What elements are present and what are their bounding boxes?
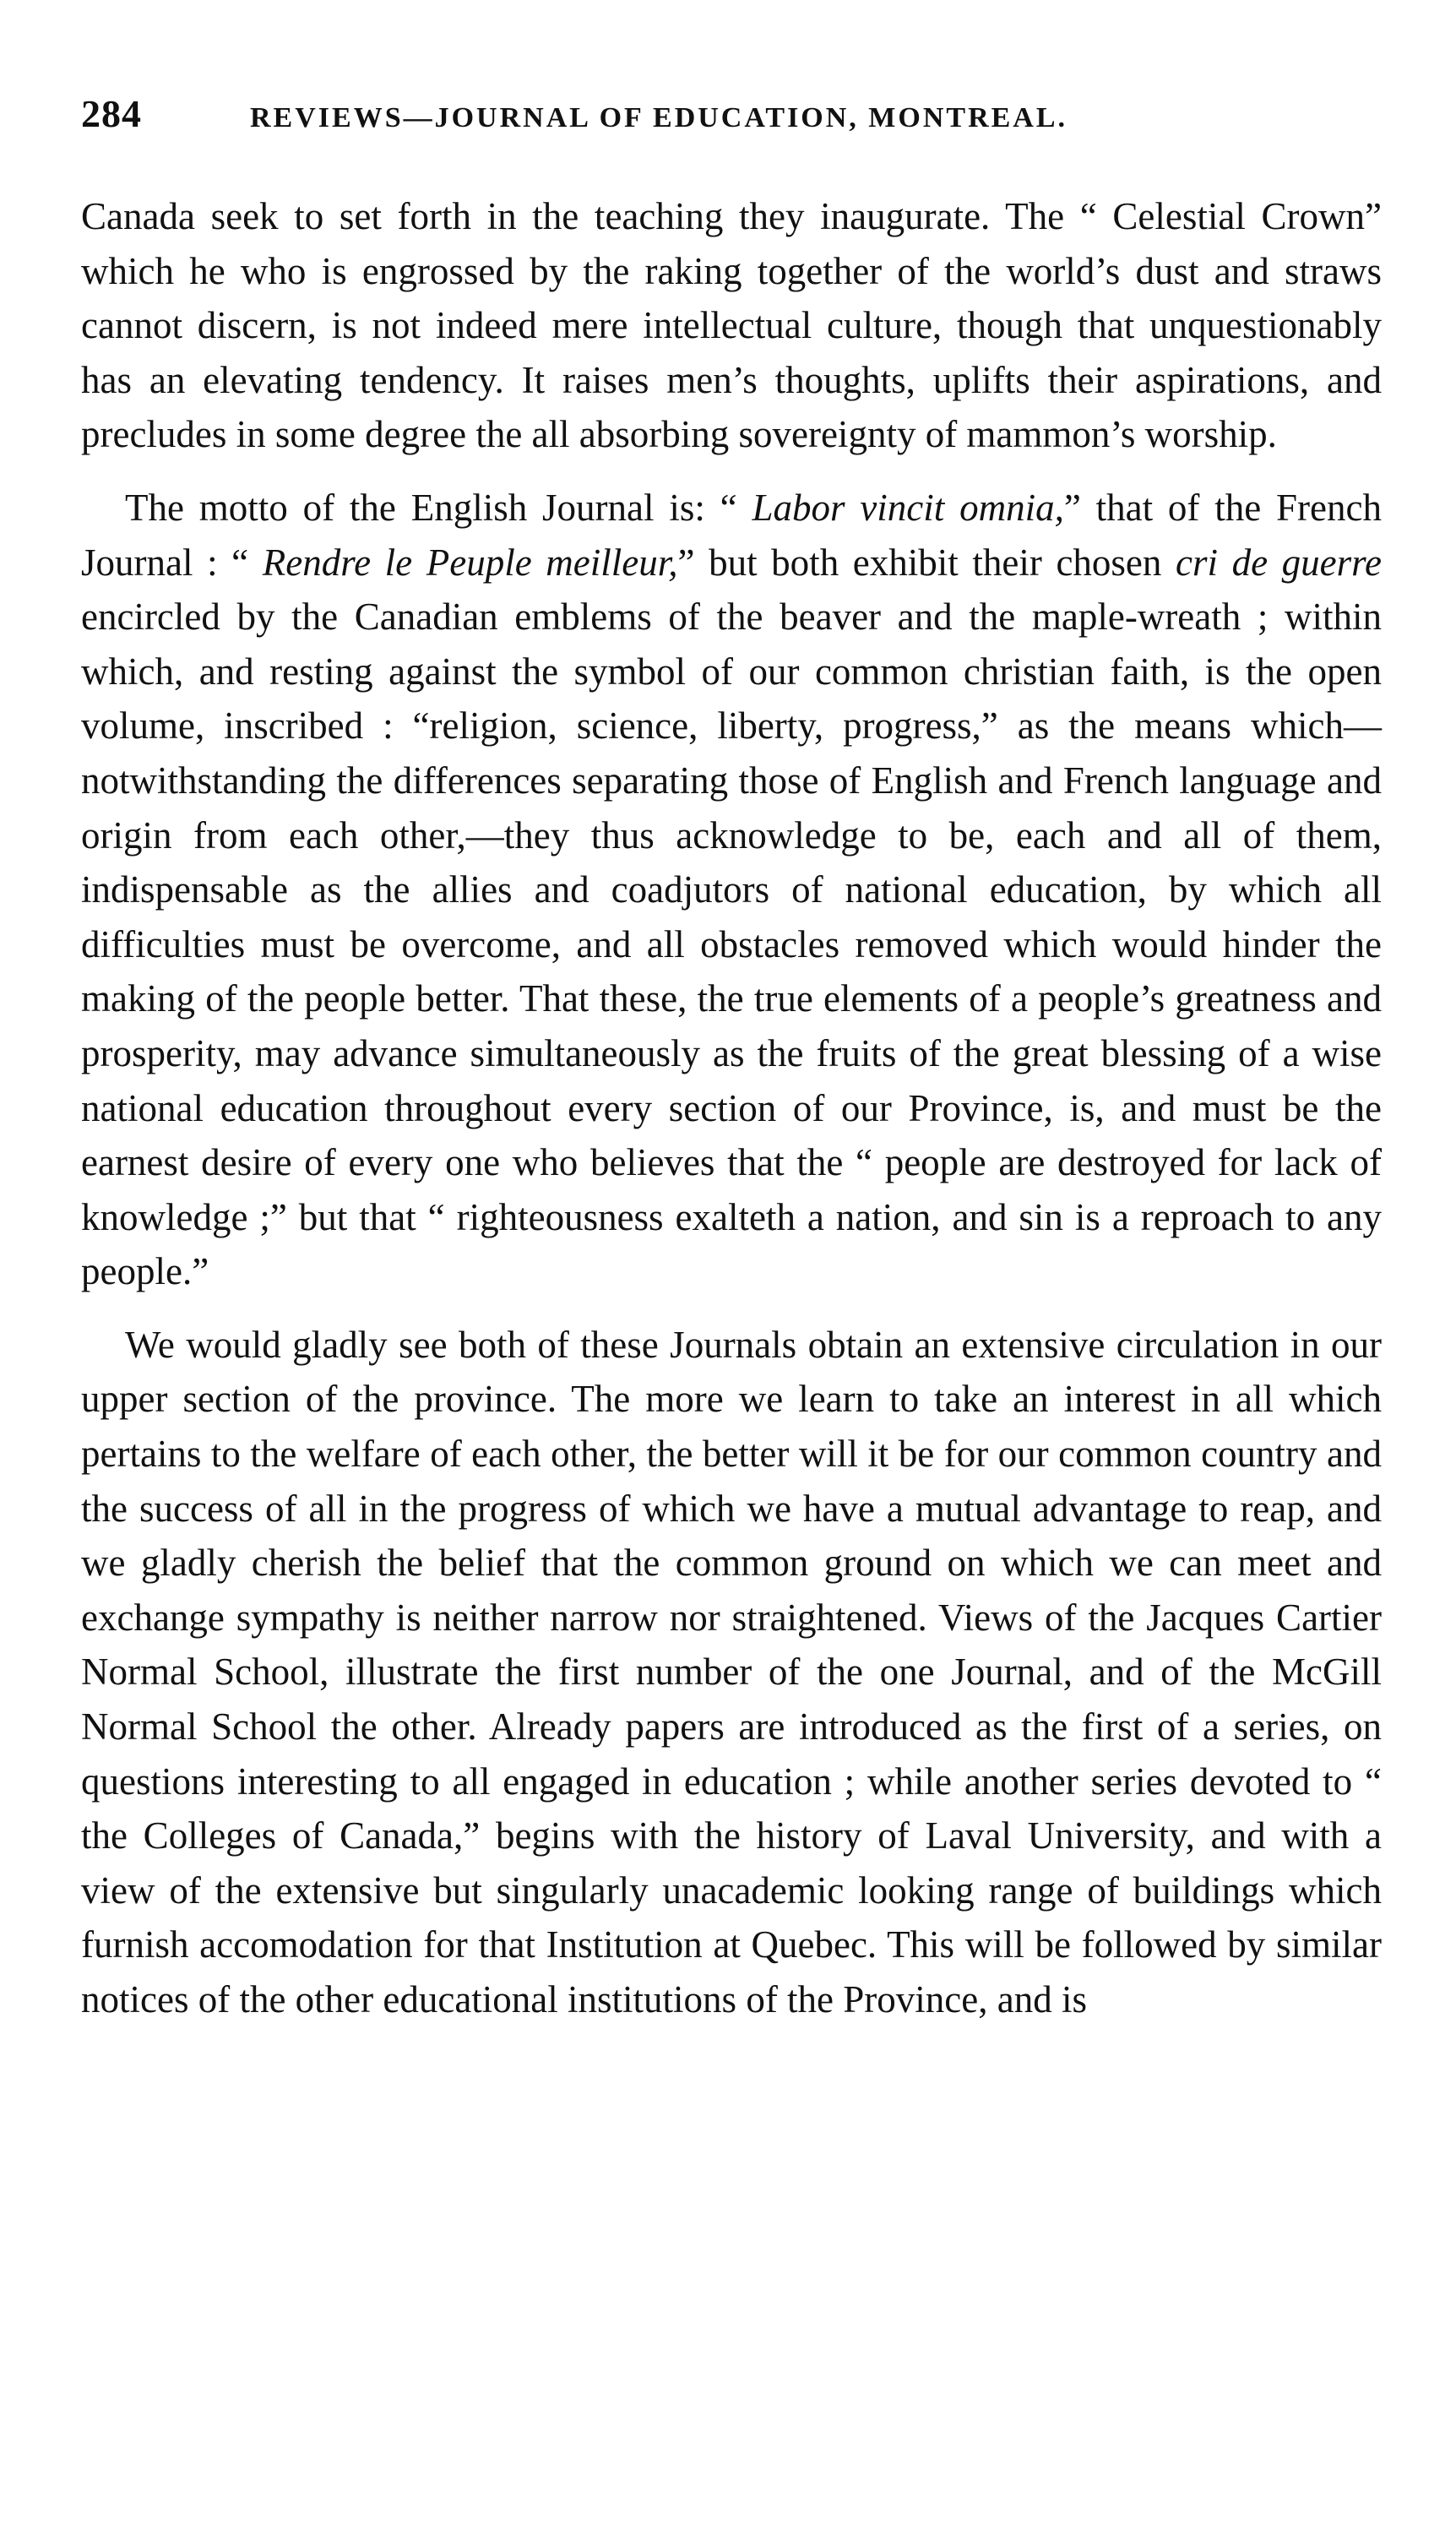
french-motto: Rendre le Peuple meilleur, bbox=[262, 541, 678, 584]
running-head bbox=[81, 91, 1382, 150]
running-title: REVIEWS—JOURNAL OF EDUCATION, MONTREAL. bbox=[250, 102, 1068, 133]
paragraph-2-text-a: The motto of the English Journal is: “ bbox=[125, 486, 752, 529]
paragraph-2 bbox=[81, 481, 1382, 1299]
paragraph-2-text-c: ” but both exhibit their chosen bbox=[677, 541, 1176, 584]
paragraph-2-text-d: encircled by the Canadian emblems of the beaver and the maple-wreath ; within which, and resting against the symbol of our common christian faith, is the open volume, inscribed : “religion, science, liberty, progress,” as the means which—notwithstanding the differences separating those of English and French language and origin from each other,—they thus acknowledge to be, each and all of them, indispensable as the allies and coadjutors of national education, by which all difficulties must be overcome, and all obstacles removed which would hinder the making of the people better. That these, the true elements of a people’s greatness and prosperity, may advance simultaneously as the fruits of the great blessing of a wise national education throughout every section of our Province, is, and must be the earnest desire of every one who believes that the “ people are destroyed for lack of knowledge ;” but that “ righteousness exalteth a nation, and sin is a reproach to any people.” bbox=[81, 596, 1382, 1293]
page-number: 284 bbox=[81, 92, 142, 135]
paragraph-1: Canada seek to set forth in the teaching they inaugurate. The “ Celestial Crown” which he who is engrossed by the raking together of the world’s dust and straws cannot discern, is not indeed mere intellectual culture, though that unquestionably has an elevating tendency. It raises men’s thoughts, uplifts their aspirations, and precludes in some degree the all absorbing sovereignty of mammon’s worship. bbox=[81, 195, 1382, 456]
paragraph-3: We would gladly see both of these Journals obtain an extensive circulation in our upper section of the province. The more we learn to take an interest in all which pertains to the welfare of each other, the better will it be for our common country and the success of all in the progress of which we have a mutual advantage to reap, and we gladly cherish the belief that the common ground on which we can meet and exchange sympathy is neither narrow nor straightened. Views of the Jacques Cartier Normal School, illustrate the first number of the one Journal, and of the McGill Normal School the other. Already papers are introduced as the first of a series, on questions interesting to all engaged in education ; while another series devoted to “ the Colleges of Canada,” begins with the history of Laval University, and with a view of the extensive but singularly unacademic looking range of buildings which furnish accomodation for that Institution at Quebec. This will be followed by similar notices of the other educational institutions of the Province, and is bbox=[81, 1323, 1382, 2021]
paragraph-2-text-b: ” that of the French Journal : “ bbox=[81, 486, 1382, 584]
body-text bbox=[81, 189, 1382, 2027]
document-page bbox=[81, 91, 1382, 2027]
cri-de-guerre: cri de guerre bbox=[1176, 541, 1382, 584]
english-motto: Labor vincit omnia, bbox=[752, 486, 1064, 529]
